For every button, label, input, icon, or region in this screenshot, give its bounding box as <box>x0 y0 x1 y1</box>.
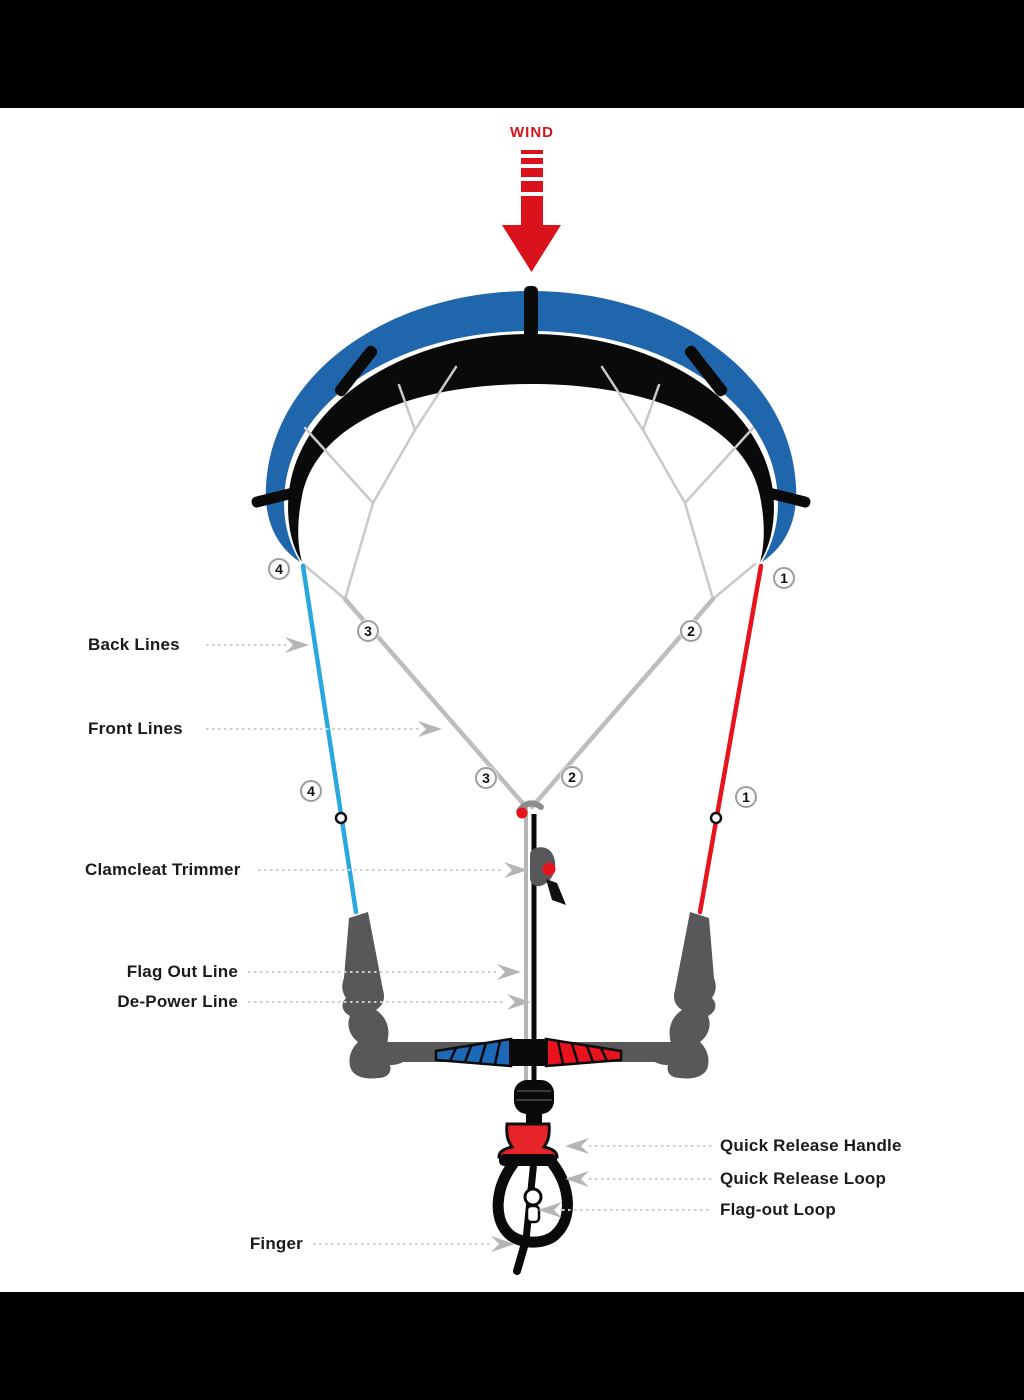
arrowhead-back-lines <box>285 637 309 653</box>
label-flag-out-loop: Flag-out Loop <box>720 1200 836 1219</box>
line-badge-2-lower: 2 <box>561 766 583 788</box>
clamcleat-trimmer-knob <box>543 863 556 876</box>
clamcleat-trimmer-handle <box>546 879 566 905</box>
arrowhead-front-lines <box>418 721 442 737</box>
junction-red-dot <box>517 808 528 819</box>
label-de-power-line: De-Power Line <box>117 992 238 1011</box>
back-line-left-ring <box>336 813 346 823</box>
line-badge-3-lower: 3 <box>475 767 497 789</box>
back-line-left <box>303 566 356 912</box>
label-flag-out-line: Flag Out Line <box>126 962 238 981</box>
label-clamcleat-trimmer: Clamcleat Trimmer <box>85 860 241 879</box>
kite <box>250 286 811 599</box>
label-finger: Finger <box>249 1234 303 1253</box>
quick-release-loop-ring <box>525 1189 541 1205</box>
bar-end-float-right <box>650 912 716 1079</box>
back-line-right-ring <box>711 813 721 823</box>
line-badge-3-upper: 3 <box>357 620 379 642</box>
label-front-lines: Front Lines <box>88 719 183 738</box>
flag-out-loop-pin <box>527 1206 539 1222</box>
stopper-ball <box>514 1080 554 1114</box>
label-quick-release-loop: Quick Release Loop <box>720 1169 887 1188</box>
bar-center-block <box>509 1039 548 1066</box>
arrowhead-flag-out-line <box>497 964 521 980</box>
arrowhead-flag-out-loop <box>538 1202 562 1218</box>
label-quick-release-handle: Quick Release Handle <box>720 1136 902 1155</box>
line-badge-4-lower: 4 <box>300 780 322 802</box>
line-badge-1-upper: 1 <box>773 567 795 589</box>
kite-struts <box>250 286 811 509</box>
label-back-lines: Back Lines <box>88 635 180 654</box>
bar-end-float-left <box>342 912 408 1079</box>
line-badge-4-upper: 4 <box>268 558 290 580</box>
wind-label: WIND <box>510 124 554 141</box>
arrowhead-qr-handle <box>565 1138 589 1154</box>
label-leaders <box>206 645 712 1244</box>
control-bar <box>342 912 715 1271</box>
wind-arrow-icon <box>502 150 561 272</box>
line-badge-1-lower: 1 <box>735 786 757 808</box>
strut-center <box>524 286 538 352</box>
back-line-right <box>700 566 761 912</box>
line-badge-2-upper: 2 <box>680 620 702 642</box>
quick-release-handle <box>499 1124 557 1157</box>
